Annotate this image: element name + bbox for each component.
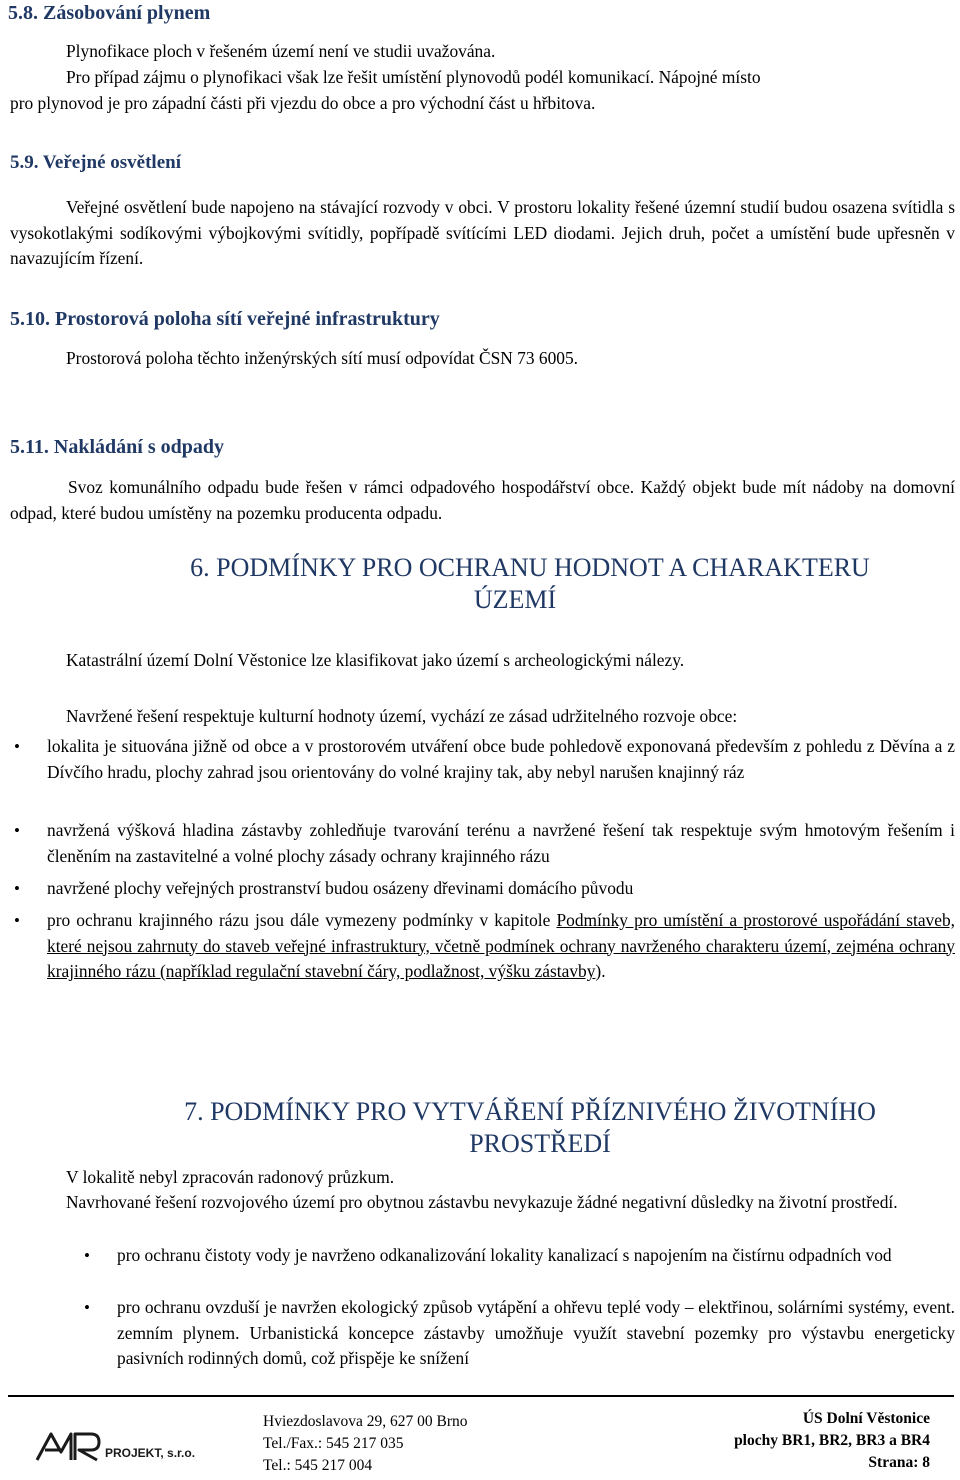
paragraph: Svoz komunálního odpadu bude řešen v rámci odpadového hospodářství obce. Každý objekt bude mít nádoby na domovní odpad, které budou umístěny na pozemku producenta odpadu. bbox=[10, 477, 955, 523]
list-item-text: pro ochranu čistoty vody je navrženo odkanalizování lokality kanalizací s napojením na čistírnu odpadních vod bbox=[117, 1245, 892, 1265]
page-label: Strana: bbox=[868, 1454, 919, 1471]
list-item bbox=[0, 908, 960, 1018]
list-item-text: lokalita je situována jižně od obce a v prostorovém utváření obce bude pohledově exponovaná především z pohledu z Děvína a z Dívčího hradu, plochy zahrad jsou orientovány do volné krajiny tak, aby nebyl narušen knajinný ráz bbox=[47, 736, 955, 782]
bullet-icon: • bbox=[14, 821, 20, 840]
project-name: ÚS Dolní Věstonice bbox=[802, 1410, 930, 1427]
list-item bbox=[0, 1243, 960, 1295]
list-item-text-part: ). bbox=[595, 961, 606, 981]
paragraph: Navržené řešení respektuje kulturní hodnoty území, vychází ze zásad udržitelného rozvoje obce: bbox=[66, 706, 738, 726]
page-number bbox=[734, 1453, 930, 1472]
list-item-text: navržená výšková hladina zástavby zohledňuje tvarování terénu a navržené řešení tak respektuje svým hmotovým řešením i členěním na zastavitelné a volné plochy zásady ochrany krajinného rázu bbox=[47, 820, 955, 866]
paragraph: pro plynovod je pro západní části při vjezdu do obce a pro východní část u hřbitova. bbox=[10, 93, 596, 113]
paragraph: Prostorová poloha těchto inženýrských sítí musí odpovídat ČSN 73 6005. bbox=[66, 348, 579, 368]
page-num: 8 bbox=[922, 1454, 930, 1471]
bullet-icon: • bbox=[14, 911, 20, 930]
section-heading-5-8: 5.8. Zásobování plynem bbox=[8, 2, 211, 24]
list-item bbox=[0, 734, 960, 818]
logo-text: PROJEKT, s.r.o. bbox=[105, 1446, 196, 1460]
company-logo bbox=[35, 1426, 215, 1466]
list-item-text-part: pro ochranu krajinného rázu jsou dále vymezeny podmínky v kapitole bbox=[47, 910, 551, 930]
paragraph: Pro případ zájmu o plynofikaci však lze řešit umístění plynovodů podél komunikací. Nápojné místo bbox=[66, 67, 761, 87]
chapter-heading-line: 7. PODMÍNKY PRO VYTVÁŘENÍ PŘÍZNIVÉHO ŽIVOTNÍHO bbox=[184, 1097, 876, 1126]
chapter-heading-line: PROSTŘEDÍ bbox=[469, 1129, 611, 1158]
bullet-icon: • bbox=[84, 1246, 90, 1265]
logo-icon bbox=[35, 1426, 215, 1466]
paragraph: V lokalitě nebyl zpracován radonový průzkum. bbox=[66, 1167, 395, 1187]
footer-project bbox=[734, 1409, 930, 1472]
paragraph: Plynofikace ploch v řešeném území není ve studii uvažována. bbox=[66, 41, 496, 61]
chapter-heading-line: 6. PODMÍNKY PRO OCHRANU HODNOT A CHARAKTERU bbox=[190, 553, 870, 582]
bullet-icon: • bbox=[84, 1298, 90, 1317]
bullet-icon: • bbox=[14, 737, 20, 756]
paragraph: Navrhované řešení rozvojového území pro obytnou zástavbu nevykazuje žádné negativní důsledky na životní prostředí. bbox=[66, 1192, 898, 1212]
section-heading-5-11: 5.11. Nakládání s odpady bbox=[10, 436, 224, 458]
bullet-list bbox=[0, 734, 960, 1018]
list-item bbox=[0, 876, 960, 908]
address-line: Hviezdoslavova 29, 627 00 Brno bbox=[263, 1413, 468, 1430]
list-item-text: navržené plochy veřejných prostranství budou osázeny dřevinami domácího původu bbox=[47, 878, 634, 898]
list-item-text: pro ochranu ovzduší je navržen ekologický způsob vytápění a ohřevu teplé vody – elektřinou, solárními systémy, event. zemním plynem. Urbanistická koncepce zástavby umožňuje využít stavební pozemky pro výstavbu energeticky pasivních rodinných domů, což přispěje ke snížení bbox=[117, 1297, 955, 1368]
list-item-text bbox=[47, 908, 955, 985]
telfax-line: Tel./Fax.: 545 217 035 bbox=[263, 1435, 404, 1452]
chapter-reference: Podmínky pro umístění a prostorové uspořádání staveb, které nejsou zahrnuty do staveb veřejné infrastruktury, včetně podmínek ochrany navrženého charakteru území, zejména ochrany krajinného rázu (například regulační stavební čáry, podlažnost, výšku zástavby bbox=[47, 910, 955, 981]
section-heading-5-9: 5.9. Veřejné osvětlení bbox=[10, 152, 181, 173]
list-item bbox=[0, 1295, 960, 1375]
chapter-heading-6 bbox=[100, 552, 960, 616]
section-heading-5-10: 5.10. Prostorová poloha sítí veřejné infrastruktury bbox=[10, 308, 440, 330]
list-item bbox=[0, 818, 960, 876]
bullet-icon: • bbox=[14, 879, 20, 898]
footer-address bbox=[263, 1412, 467, 1475]
footer-divider bbox=[8, 1395, 954, 1397]
chapter-heading-7 bbox=[100, 1096, 960, 1160]
paragraph: Katastrální území Dolní Věstonice lze klasifikovat jako území s archeologickými nálezy. bbox=[66, 650, 685, 670]
project-areas: plochy BR1, BR2, BR3 a BR4 bbox=[734, 1432, 930, 1449]
chapter-heading-line: ÚZEMÍ bbox=[473, 585, 557, 614]
paragraph: Veřejné osvětlení bude napojeno na stávající rozvody v obci. V prostoru lokality řešené územní studií budou osazena svítidla s vysokotlakými sodíkovými výbojkovými svítidly, popřípadě svítícími LED diodami. Jejich druh, počet a umístění bude upřesněn v navazujícím řízení. bbox=[10, 197, 955, 268]
bullet-list bbox=[0, 1243, 960, 1375]
tel-line: Tel.: 545 217 004 bbox=[263, 1457, 373, 1474]
